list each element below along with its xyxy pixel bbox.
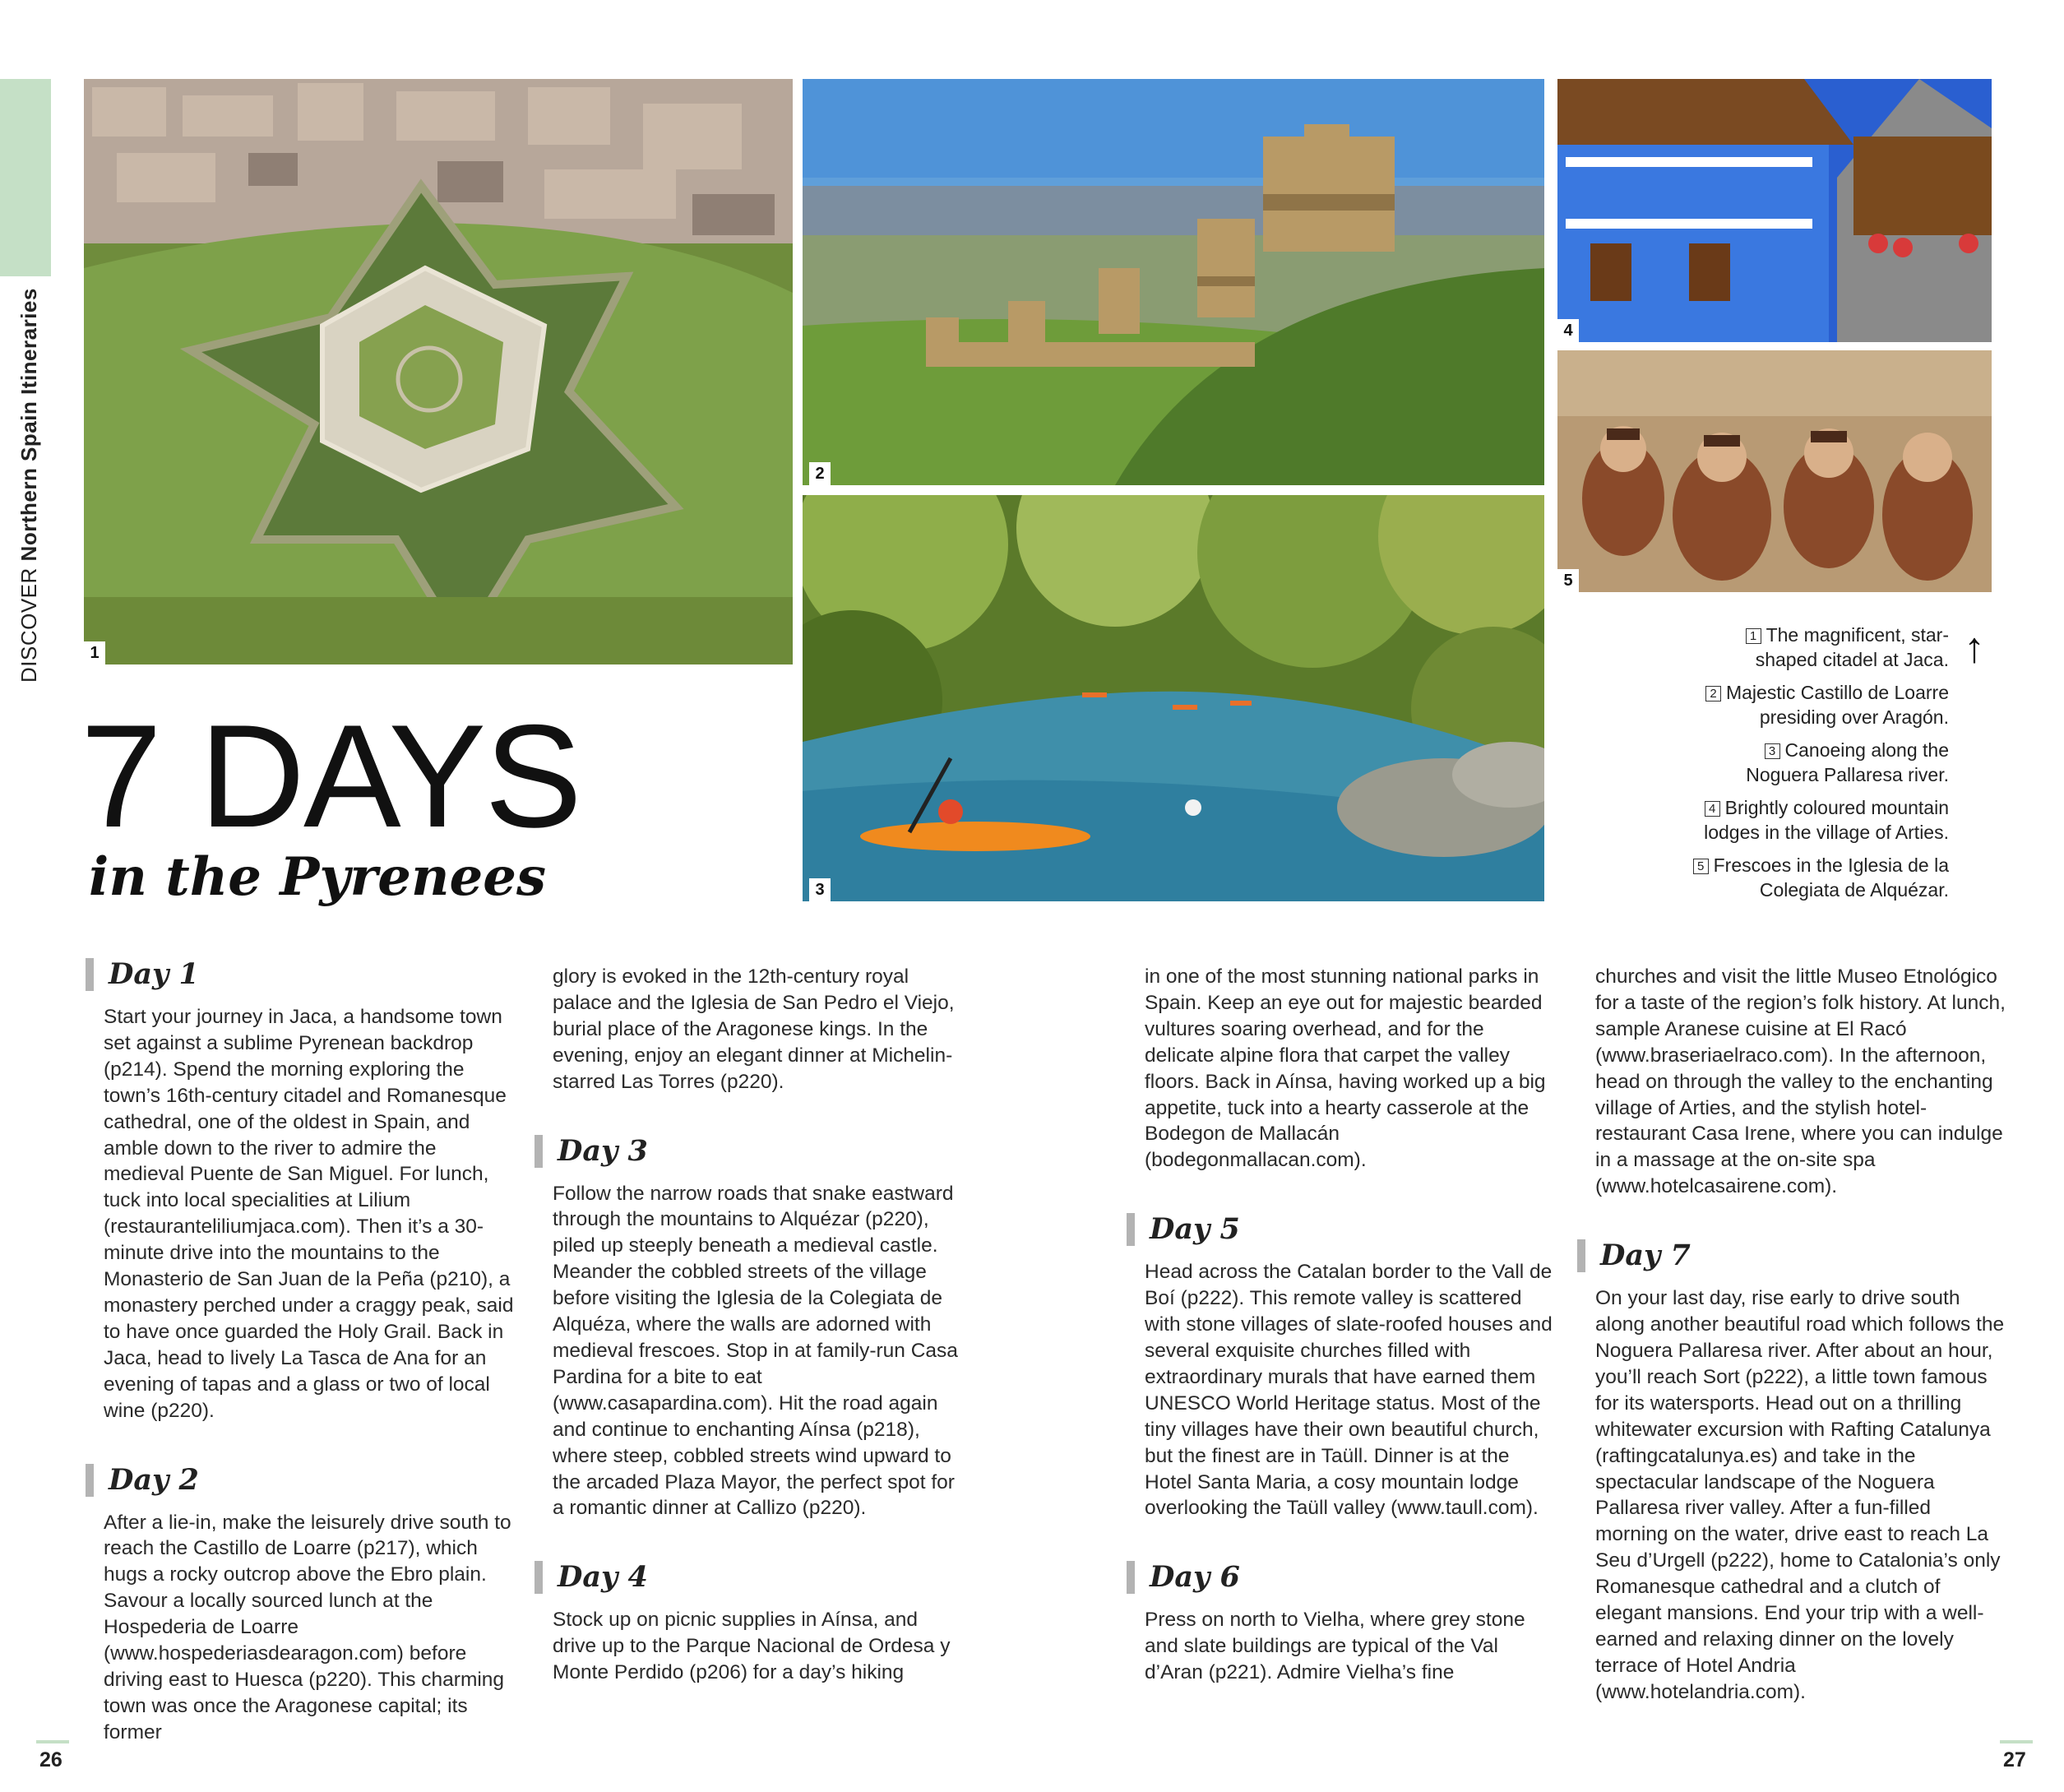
day-heading: Day 5	[1127, 1213, 1556, 1246]
caption-number: 1	[1746, 628, 1761, 644]
caption-item	[1645, 853, 1949, 902]
caption-line: Majestic Castillo de Loarre	[1725, 682, 1949, 703]
photo-number: 3	[809, 878, 831, 901]
text-column-2	[553, 964, 964, 1725]
page-title: 7 DAYS	[81, 694, 581, 858]
caption-line: lodges in the village of Arties.	[1704, 822, 1949, 843]
caption-number: 3	[1765, 743, 1780, 759]
section-title: Northern Spain Itineraries	[16, 288, 41, 562]
arrow-up-icon: ↑	[1964, 624, 1985, 672]
photo-number: 5	[1557, 569, 1579, 592]
photo-captions	[1645, 623, 1949, 910]
page-subtitle: in the Pyrenees	[89, 846, 546, 908]
day-text: churches and visit the little Museo Etnológico for a taste of the region’s folk history. At lunch, sample Aranese cuisine at El Racó (www.braseriaelraco.com). In the afternoon, head on through the valley to the enchanting village of Arties, and the stylish hotel-restaurant Casa Irene, where you can indulge in a massage at the on-site spa (www.hotelcasairene.com).	[1595, 965, 2006, 1198]
caption-line: Colegiata de Alquézar.	[1759, 879, 1949, 901]
photo-number: 2	[809, 462, 831, 485]
folio-rule-right	[2000, 1740, 2033, 1743]
caption-line: Noguera Pallaresa river.	[1746, 764, 1949, 785]
day-text: Stock up on picnic supplies in Aínsa, and drive up to the Parque Nacional de Ordesa y Monte Perdido (p206) for a day’s hiking	[553, 1609, 951, 1684]
page-number-left: 26	[39, 1748, 62, 1771]
day-heading: Day 7	[1577, 1239, 2006, 1272]
day-text: Start your journey in Jaca, a handsome town set against a sublime Pyrenean backdrop (p214). Spend the morning exploring the town’s 16th-century citadel and Romanesque cathedral, one of the oldest in Spain, and amble down to the river to admire the medieval Puente de San Miguel. For lunch, tuck into local specialities at Lilium (restauranteliliumjaca.com). Then it’s a 30-minute drive into the mountains to the Monasterio de San Juan de la Peña (p210), a monastery perched under a craggy peak, said to have once guarded the Holy Grail. Back in Jaca, head to lively La Tasca de Ana for an evening of tapas and a glass or two of local wine (p220).	[104, 1006, 514, 1422]
day-heading: Day 4	[535, 1561, 964, 1594]
photo-castle	[803, 79, 1544, 485]
caption-line: The magnificent, star-	[1766, 624, 1949, 646]
text-column-4	[1595, 964, 2006, 1745]
caption-item	[1645, 738, 1949, 787]
photo-number: 4	[1557, 319, 1579, 342]
folio-rule-left	[36, 1740, 69, 1743]
caption-line: Canoeing along the	[1784, 739, 1949, 761]
photo-river	[803, 495, 1544, 901]
day-text: glory is evoked in the 12th-century royal palace and the Iglesia de San Pedro el Viejo, burial place of the Aragonese kings. In the evening, enjoy an elegant dinner at Michelin-starred Las Torres (p220).	[553, 965, 955, 1093]
day-text: Press on north to Vielha, where grey stone and slate buildings are typical of the Val d’Aran (p221). Admire Vielha’s fine	[1145, 1609, 1525, 1684]
photo-frescoes	[1557, 350, 1992, 592]
section-label	[16, 288, 42, 683]
caption-number: 2	[1705, 686, 1721, 702]
page-number-right: 27	[2003, 1748, 2026, 1771]
day-text: After a lie-in, make the leisurely drive south to reach the Castillo de Loarre (p217), which hugs a rocky outcrop above the Ebro plain. Savour a locally sourced lunch at the Hospederia de Loarre (www.hospederiasdearagon.com) before driving east to Huesca (p220). This charming town was once the Aragonese capital; its former	[104, 1511, 511, 1743]
day-heading: Day 6	[1127, 1561, 1556, 1594]
text-column-3	[1145, 964, 1556, 1725]
caption-number: 5	[1693, 859, 1709, 874]
photo-citadel	[84, 79, 793, 664]
day-heading: Day 2	[86, 1464, 515, 1497]
caption-line: Frescoes in the Iglesia de la	[1713, 854, 1949, 876]
section-prefix: DISCOVER	[16, 567, 41, 683]
caption-item	[1645, 795, 1949, 845]
photo-lodges	[1557, 79, 1992, 342]
caption-item	[1645, 680, 1949, 729]
section-color-tab	[0, 79, 51, 276]
day-text: in one of the most stunning national parks in Spain. Keep an eye out for majestic bearded vultures soaring overhead, and for the delicate alpine flora that carpet the valley floors. Back in Aínsa, having worked up a big appetite, tuck into a hearty casserole at the Bodegon de Mallacán (bodegonmallacan.com).	[1145, 965, 1546, 1172]
caption-line: Brightly coloured mountain	[1724, 797, 1949, 818]
day-text: Head across the Catalan border to the Vall de Boí (p222). This remote valley is scattered with stone villages of slate-roofed houses and several exquisite churches filled with extraordinary murals that have earned them UNESCO World Heritage status. Most of the tiny villages have their own beautiful church, but the finest are in Taüll. Dinner is at the Hotel Santa Maria, a cosy mountain lodge overlooking the Taüll valley (www.taull.com).	[1145, 1261, 1553, 1520]
caption-number: 4	[1705, 801, 1720, 817]
day-heading: Day 1	[86, 958, 515, 991]
photo-number: 1	[84, 641, 105, 664]
day-heading: Day 3	[535, 1135, 964, 1168]
caption-item	[1645, 623, 1949, 672]
day-text: On your last day, rise early to drive south along another beautiful road which follows the Noguera Pallaresa river. After about an hour, you’ll reach Sort (p222), a little town famous for its watersports. Head out on a thrilling whitewater excursion with Rafting Catalunya (raftingcatalunya.es) and take in the spectacular landscape of the Noguera Pallaresa river valley. After a fun-filled morning on the water, drive east to reach La Seu d’Urgell (p222), home to Catalonia’s only Romanesque cathedral and a clutch of elegant mansions. End your trip with a well-earned and relaxing dinner on the lovely terrace of Hotel Andria (www.hotelandria.com).	[1595, 1287, 2005, 1703]
caption-line: presiding over Aragón.	[1759, 706, 1949, 728]
text-column-1	[104, 958, 515, 1785]
day-text: Follow the narrow roads that snake eastward through the mountains to Alquézar (p220), piled up steeply beneath a medieval castle. Meander the cobbled streets of the village before visiting the Iglesia de la Colegiata de Alquéza, where the walls are adorned with medieval frescoes. Stop in at family-run Casa Pardina for a bite to eat (www.casapardina.com). Hit the road again and continue to enchanting Aínsa (p218), where steep, cobbled streets wind upward to the arcaded Plaza Mayor, the perfect spot for a romantic dinner at Callizo (p220).	[553, 1182, 958, 1520]
caption-line: shaped citadel at Jaca.	[1755, 649, 1949, 670]
